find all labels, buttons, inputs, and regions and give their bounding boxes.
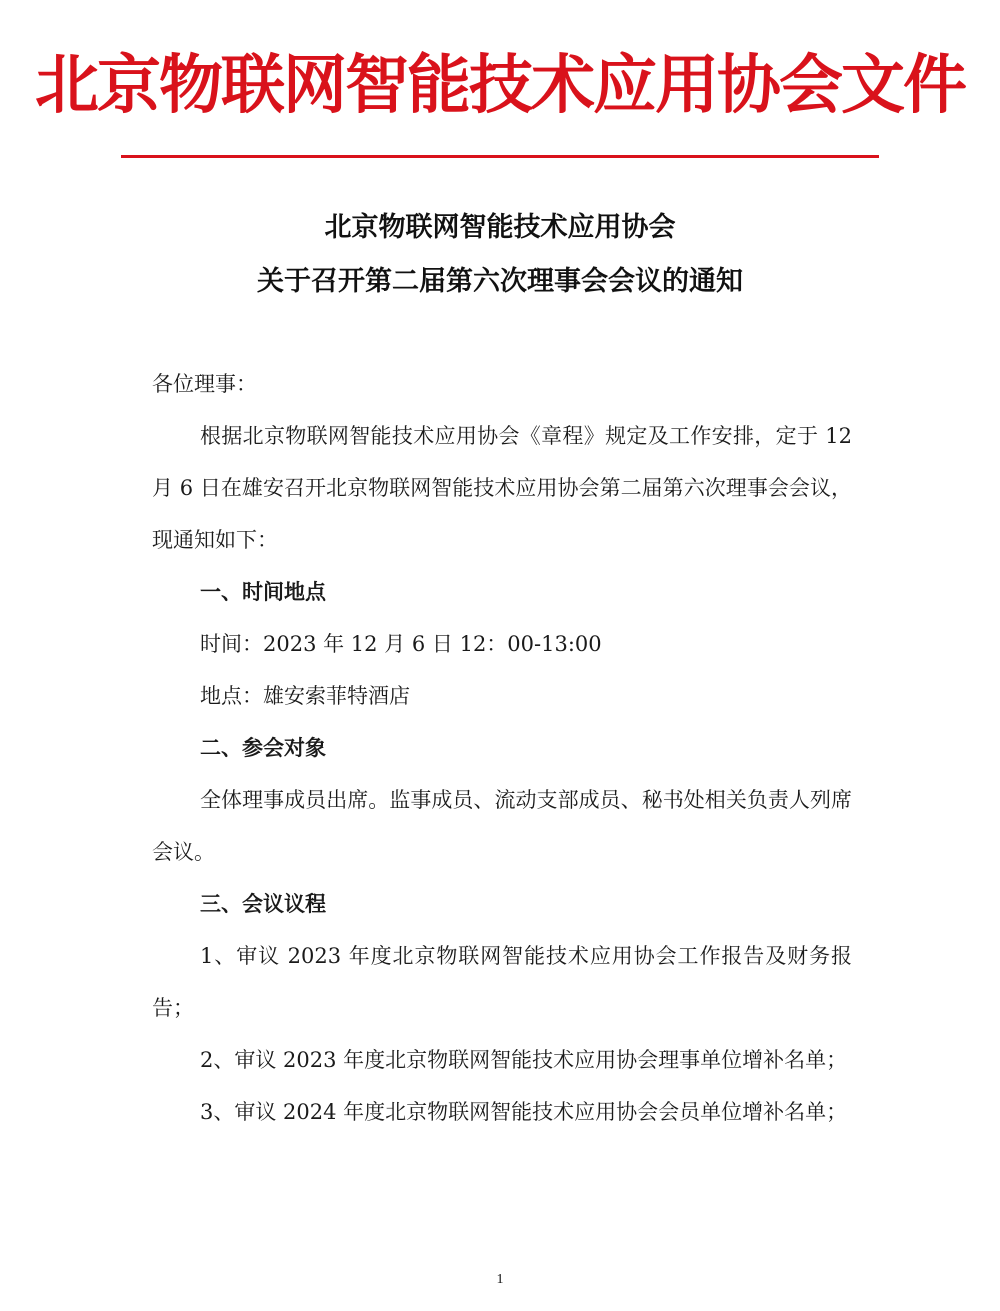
attendees-paragraph: 全体理事成员出席。监事成员、流动支部成员、秘书处相关负责人列席会议。 <box>152 788 852 864</box>
notice-title-line-2: 关于召开第二届第六次理事会会议的通知 <box>257 266 743 297</box>
intro-paragraph: 根据北京物联网智能技术应用协会《章程》规定及工作安排，定于 12 月 6 日在雄安召开北京物联网智能技术应用协会第二届第六次理事会会议，现通知如下： <box>152 424 852 552</box>
section-heading-attendees: 二、参会对象 <box>200 736 326 760</box>
salutation: 各位理事： <box>152 372 257 396</box>
agenda-item-1: 1、审议 2023 年度北京物联网智能技术应用协会工作报告及财务报告； <box>152 944 852 1020</box>
section-heading-time-location: 一、时间地点 <box>200 580 326 604</box>
meeting-time: 时间：2023 年 12 月 6 日 12：00-13:00 <box>200 632 602 656</box>
page-number: 1 <box>496 1272 504 1287</box>
section-heading-agenda: 三、会议议程 <box>200 892 326 916</box>
agenda-item-3: 3、审议 2024 年度北京物联网智能技术应用协会会员单位增补名单； <box>200 1100 848 1124</box>
agenda-item-2: 2、审议 2023 年度北京物联网智能技术应用协会理事单位增补名单； <box>200 1048 848 1072</box>
meeting-location: 地点：雄安索菲特酒店 <box>200 684 410 708</box>
red-divider-line <box>121 155 879 158</box>
notice-body <box>152 358 852 1138</box>
notice-title-line-1: 北京物联网智能技术应用协会 <box>324 212 676 243</box>
organization-title: 北京物联网智能技术应用协会文件 <box>35 48 965 123</box>
